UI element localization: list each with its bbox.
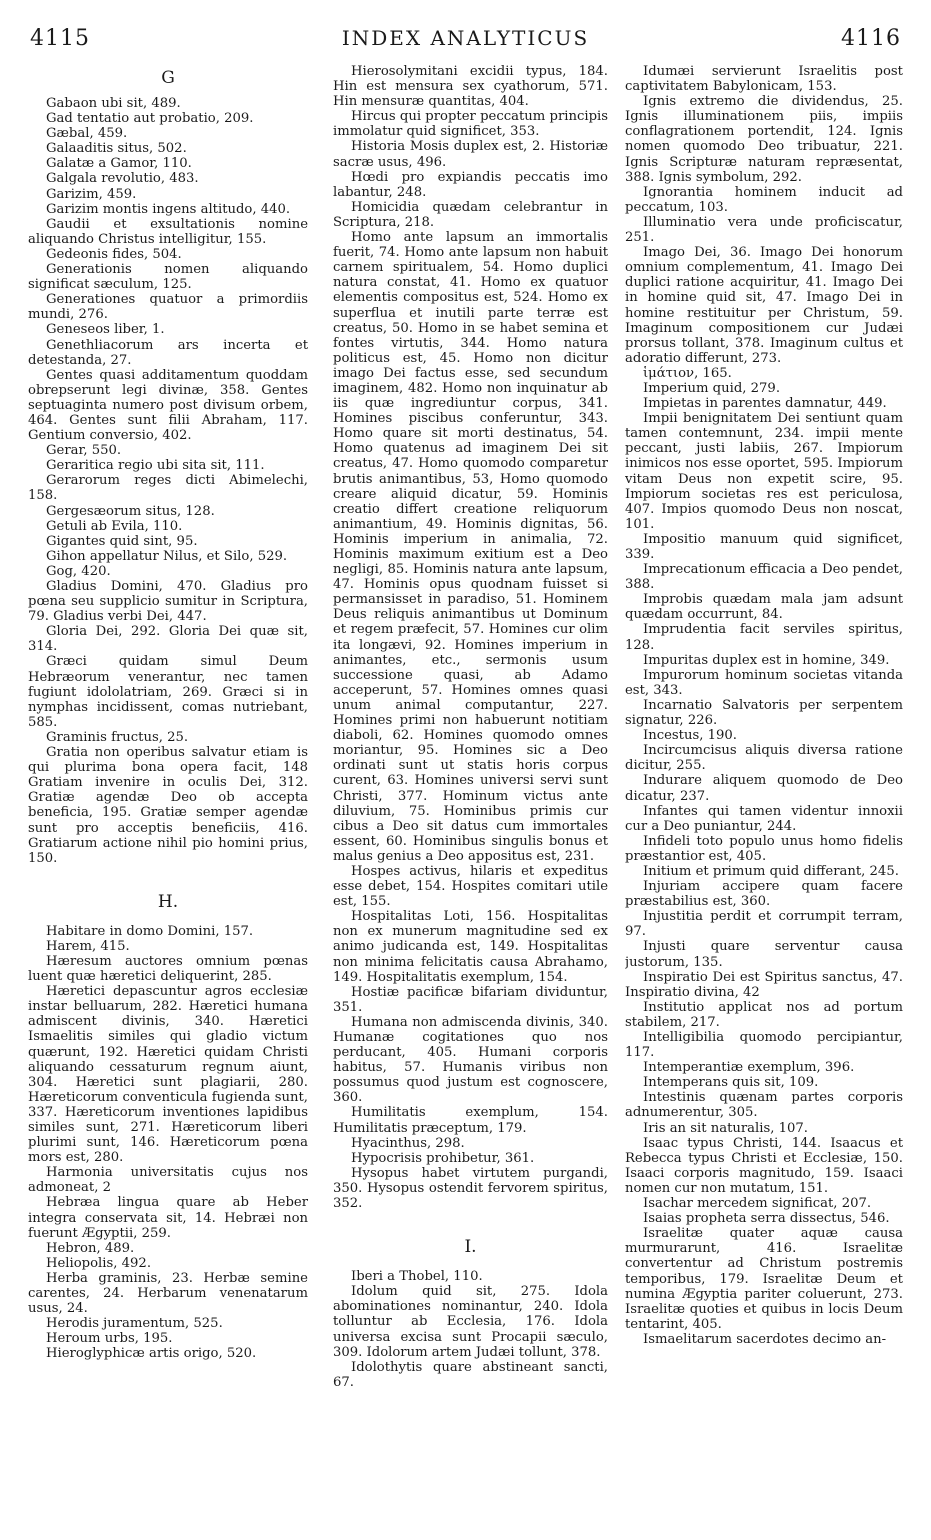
index-entry: Harmonia universitatis cujus nos admoneat, 2 [28, 1165, 308, 1196]
index-entry: Initium et primum quid differant, 245. [643, 863, 899, 879]
index-entry: Gratia non operibus salvatur etiam is qui plurima bona opera facit, 148 Gratiam invenire in oculis Dei, 312. Gratiæ agendæ Deo ob accepta beneficia, 195. Gratiæ semper agendæ sunt pro acceptis beneficiis, 416. Gratiarum actione nihil pio homini prius, 150. [28, 745, 308, 866]
index-entry: Garizim montis ingens altitudo, 440. [46, 201, 291, 217]
index-entry: Idumæi servierunt Israelitis post captivitatem Babylonicam, 153. [625, 64, 903, 95]
index-entry: Herba graminis, 23. Herbæ semine carentes, 24. Herbarum venenatarum usus, 24. [28, 1270, 308, 1317]
index-entry: Hieroglyphicæ artis origo, 520. [46, 1346, 257, 1362]
section-letter-g: G [161, 68, 175, 88]
index-entry: Impuritas duplex est in homine, 349. [643, 652, 890, 668]
index-entry: Gloria Dei, 292. Gloria Dei quæ sit, 314. [28, 624, 308, 655]
index-entry: Heliopolis, 492. [46, 1255, 152, 1271]
index-entry: Geraritica regio ubi sita sit, 111. [46, 458, 265, 474]
index-entry: Inspiratio Dei est Spiritus sanctus, 47. Inspiratio divina, 42 [625, 969, 903, 1000]
index-entry: Hœdi pro expiandis peccatis imo labantur, 248. [333, 169, 608, 200]
index-entry: Incestus, 190. [643, 728, 737, 744]
index-entry: Generationes quatuor a primordiis mundi, 276. [28, 292, 308, 323]
index-entry: Humana non admiscenda divinis, 340. Humanæ cogitationes quo nos perducant, 405. Humani corporis habitus, 57. Humanis viribus non possumus quod justum est cognoscere, 360. [333, 1014, 608, 1106]
index-entry: Ignorantia hominem inducit ad peccatum, 103. [625, 184, 903, 215]
index-entry: Idolothytis quare abstineant sancti, 67. [333, 1359, 608, 1390]
index-entry: Gerarorum reges dicti Abimelechi, 158. [28, 473, 308, 504]
index-entry: Injustitia perdit et corrumpit terram, 97. [625, 909, 903, 940]
index-entry: Gladius Domini, 470. Gladius pro pœna seu supplicio sumitur in Scriptura, 79. Gladius verbi Dei, 447. [28, 579, 308, 625]
index-entry: Imago Dei, 36. Imago Dei honorum omnium complementum, 41. Imago Dei duplici ratione acquiritur, 41. Imago Dei in homine quid sit, 47. Imago Dei in homine restituitur per Christum, 59. Imaginum compositionem cur Judæi prorsus tollant, 378. Imaginum cultus et adoratio differunt, 273. [625, 245, 903, 366]
index-entry: Galaaditis situs, 502. [46, 141, 187, 157]
column-2 [333, 64, 608, 1532]
index-entry: Hebron, 489. [46, 1240, 135, 1256]
index-entry: Gaudii et exsultationis nomine aliquando Christus intelligitur, 155. [28, 216, 308, 247]
index-entry: Israelitæ quater aquæ causa murmurarunt, 416. Israelitæ convertentur ad Christum postremis temporibus, 179. Israelitæ Deum et numina Ægyptia pariter coluerunt, 273. Israelitæ quoties et quibus in locis Deum tentarint, 405. [625, 1226, 903, 1332]
index-entry: Hæretici depascuntur agros ecclesiæ instar belluarum, 282. Hæretici humana admiscent divinis, 340. Hæretici Ismaelitis similes qui gladio victum quærunt, 192. Hæretici quidam Christi aliquando cessaturum regnum aiunt, 304. Hæretici sunt plagiarii, 280. Hæreticorum conventicula fugienda sunt, 337. Hæreticorum inventiones lapidibus similes sunt, 271. Hæreticorum liberi plurimi sunt, 146. Hæreticorum pœna mors est, 280. [28, 984, 308, 1166]
page-number-left: 4115 [30, 26, 90, 51]
index-entry: Gigantes quid sint, 95. [46, 533, 198, 549]
index-columns [28, 64, 903, 1532]
index-entry: Habitare in domo Domini, 157. [46, 923, 254, 939]
index-entry: Græci quidam simul Deum Hebræorum venerantur, nec tamen fugiunt idololatriam, 269. Græci si in nymphas incidissent, comas nutriebant, 585. [28, 654, 308, 730]
index-entry: Geneseos liber, 1. [46, 322, 165, 338]
index-entry: Galatæ a Gamor, 110. [46, 156, 192, 172]
entries-i [333, 1269, 608, 1390]
index-entry: Homo ante lapsum an immortalis fuerit, 74. Homo ante lapsum non habuit carnem spiritualem, 54. Homo duplici natura constat, 41. Homo ex quatuor elementis compositus est, 524. Homo ex superflua et inutili parte terræ est creatus, 50. Homo in se habet semina et fontes virtutis, 344. Homo natura politicus est, 45. Homo non dicitur imago Dei factus esse, sed secundum imaginem, 482. Homo non inquinatur ab iis quæ ingrediuntur corpus, 341. Homines piscibus conferuntur, 343. Homo quare sit morti destinatus, 54. Homo quatenus ad imaginem Dei sit creatus, 47. Homo quomodo comparetur brutis animantibus, 53, Homo quomodo creare aliquid dicatur, 59. Hominis creatio differt creatione reliquorum animantium, 49. Hominis dignitas, 56. Hominis imperium in animalia, 72. Hominis maximum exitium est a Deo negligi, 85. Hominis natura ante lapsum, 47. Hominis opus quodnam fuisset si permansisset in paradiso, 51. Hominem Deus reliquis animantibus ut Dominum et regem præfecit, 57. Homines cur olim ita longævi, 92. Homines imperium in animantes, etc., sermonis usum successione quasi, ab Adamo acceperunt, 57. Homines omnes quasi unum animal computantur, 227. Homines primi non habuerunt notitiam diaboli, 62. Homines quomodo omnes moriantur, 95. Homines sic a Deo ordinati sunt ut statis horis corpus curent, 63. Homines universi servi sunt Christi, 377. Hominum victus ante diluvium, 75. Hominibus primis cur cibus a Deo sit datus cum immortales essent, 60. Hominibus singulis bonus et malus genius a Deo appositus est, 231. [333, 230, 608, 864]
index-entry: Imprudentia facit serviles spiritus, 128. [625, 622, 903, 653]
index-entry: Genethliacorum ars incerta et detestanda, 27. [28, 337, 308, 368]
index-entry: Iris an sit naturalis, 107. [643, 1120, 808, 1136]
index-entry: Garizim, 459. [46, 186, 137, 202]
entries-h-continued [333, 64, 608, 1211]
index-entry: Ignis extremo die dividendus, 25. Ignis illuminationem piis, impiis conflagrationem portendit, 124. Ignis nomen quomodo Deo tribuatur, 221. Ignis Scripturæ naturam repræsentat, 388. Ignis symbolum, 292. [625, 94, 903, 185]
index-entry: Isaias propheta serra dissectus, 546. [643, 1211, 890, 1227]
index-entry: Imprecationum efficacia a Deo pendet, 388. [625, 562, 903, 593]
index-entry: Gentes quasi additamentum quoddam obrepserunt legi divinæ, 358. Gentes septuaginta numero post divisum orbem, 464. Gentes sunt filii Abraham, 117. Gentium conversio, 402. [28, 367, 308, 444]
index-entry: Hierosolymitani excidii typus, 184. Hin est mensura sex cyathorum, 571. Hin mensuræ quantitas, 404. [333, 64, 608, 110]
page-header [30, 26, 901, 56]
index-entry: Gihon appellatur Nilus, et Silo, 529. [46, 548, 288, 564]
entries-g [28, 96, 308, 866]
index-entry: Generationis nomen aliquando significat sæculum, 125. [28, 262, 308, 293]
index-entry: Infantes qui tamen videntur innoxii cur a Deo puniantur, 244. [625, 803, 903, 834]
index-entry: Graminis fructus, 25. [46, 729, 189, 745]
section-letter-h: H. [157, 891, 179, 912]
index-entry: Illuminatio vera unde proficiscatur, 251. [625, 214, 903, 246]
index-entry: ἱμάτιον, 165. [643, 365, 732, 381]
index-entry: Hæresum auctores omnium pœnas luent quæ hæretici deliquerint, 285. [28, 953, 308, 985]
index-entry: Infideli toto populo unus homo fidelis præstantior est, 405. [625, 833, 903, 864]
index-entry: Injuriam accipere quam facere præstabilius est, 360. [625, 879, 903, 910]
index-entry: Ismaelitarum sacerdotes decimo an- [643, 1331, 887, 1347]
index-entry: Incarnatio Salvatoris per serpentem signatur, 226. [625, 697, 903, 729]
index-entry: Indurare aliquem quomodo de Deo dicatur, 237. [625, 773, 903, 804]
index-entry: Impurorum hominum societas vitanda est, 343. [625, 667, 903, 698]
index-entry: Gæbal, 459. [46, 126, 128, 142]
index-entry: Intestinis quænam partes corporis adnumerentur, 305. [625, 1090, 903, 1121]
index-entry: Harem, 415. [46, 938, 130, 954]
index-entry: Getuli ab Evila, 110. [46, 518, 183, 534]
index-entry: Improbis quædam mala jam adsunt quædam occurrunt, 84. [625, 592, 903, 623]
index-entry: Gergesæorum situs, 128. [46, 503, 215, 519]
index-entry: Hypocrisis prohibetur, 361. [351, 1150, 535, 1166]
index-entry: Herodis juramentum, 525. [46, 1316, 223, 1332]
index-entry: Institutio applicat nos ad portum stabilem, 217. [625, 999, 903, 1030]
entries-i-continued [625, 64, 903, 1347]
index-entry: Idolum quid sit, 275. Idola abominationes nominantur, 240. Idola tolluntur ab Ecclesia, 176. Idola universa excisa sunt Procapii sæculo, 309. Idolorum artem Judæi tollunt, 378. [333, 1284, 608, 1360]
index-entry: Intemperantiæ exemplum, 396. [643, 1060, 855, 1076]
index-entry: Incircumcisus aliquis diversa ratione dicitur, 255. [625, 743, 903, 774]
index-entry: Iberi a Thobel, 110. [351, 1269, 483, 1285]
page-number-right: 4116 [841, 26, 901, 51]
index-entry: Gad tentatio aut probatio, 209. [46, 111, 254, 127]
index-entry: Gerar, 550. [46, 443, 122, 459]
index-entry: Injusti quare serventur causa justorum, 135. [625, 939, 903, 970]
index-entry: Gedeonis fides, 504. [46, 246, 182, 262]
index-entry: Isaac typus Christi, 144. Isaacus et Rebecca typus Christi et Ecclesiæ, 150. Isaaci corporis magnitudo, 159. Isaaci nomen cur non mutatum, 151. [625, 1135, 903, 1196]
index-entry: Heroum urbs, 195. [46, 1331, 173, 1347]
index-entry: Hyacinthus, 298. [351, 1135, 465, 1151]
index-entry: Intemperans quis sit, 109. [643, 1075, 819, 1091]
section-letter-i: I. [464, 1237, 477, 1258]
index-entry: Hospes activus, hilaris et expeditus esse debet, 154. Hospites comitari utile est, 155. [333, 863, 608, 910]
index-entry: Hospitalitas Loti, 156. Hospitalitas non ex munerum magnitudine sed ex animo judicanda est, 149. Hospitalitas non minima felicitatis causa Abrahamo, 149. Hospitalitatis exemplum, 154. [333, 909, 608, 985]
index-entry: Hysopus habet virtutem purgandi, 350. Hysopus ostendit fervorem spiritus, 352. [333, 1165, 608, 1212]
running-head: INDEX ANALYTICUS [341, 26, 590, 50]
entries-h [28, 924, 308, 1362]
column-1 [28, 64, 308, 1532]
index-entry: Gabaon ubi sit, 489. [46, 96, 181, 111]
index-entry: Humilitatis exemplum, 154. Humilitatis præceptum, 179. [333, 1105, 608, 1136]
index-entry: Isachar mercedem significat, 207. [643, 1196, 872, 1212]
index-entry: Intelligibilia quomodo percipiantur, 117. [625, 1030, 903, 1061]
index-entry: Hircus qui propter peccatum principis immolatur quid significet, 353. [333, 109, 608, 140]
index-entry: Gog, 420. [46, 563, 111, 579]
index-entry: Hostiæ pacificæ bifariam dividuntur, 351. [333, 984, 608, 1015]
index-entry: Galgala revolutio, 483. [46, 171, 199, 187]
column-3 [625, 64, 903, 1532]
index-entry: Imperium quid, 279. [643, 380, 781, 396]
index-entry: Impii benignitatem Dei sentiunt quam tamen contemnunt, 234. impii mente peccant, justi labiis, 267. Impiorum inimicos nos esse oportet, 595. Impiorum vitam Deus non expetit scire, 95. Impiorum societas res est periculosa, 407. Impios quomodo Deus non noscat, 101. [625, 411, 903, 532]
index-entry: Homicidia quædam celebrantur in Scriptura, 218. [333, 199, 608, 230]
index-entry: Impietas in parentes damnatur, 449. [643, 396, 887, 412]
index-entry: Impositio manuum quid significet, 339. [625, 531, 903, 562]
index-entry: Hebræa lingua quare ab Heber integra conservata sit, 14. Hebræi non fuerunt Ægyptii, 259. [28, 1195, 308, 1241]
index-entry: Historia Mosis duplex est, 2. Historiæ sacræ usus, 496. [333, 139, 608, 170]
